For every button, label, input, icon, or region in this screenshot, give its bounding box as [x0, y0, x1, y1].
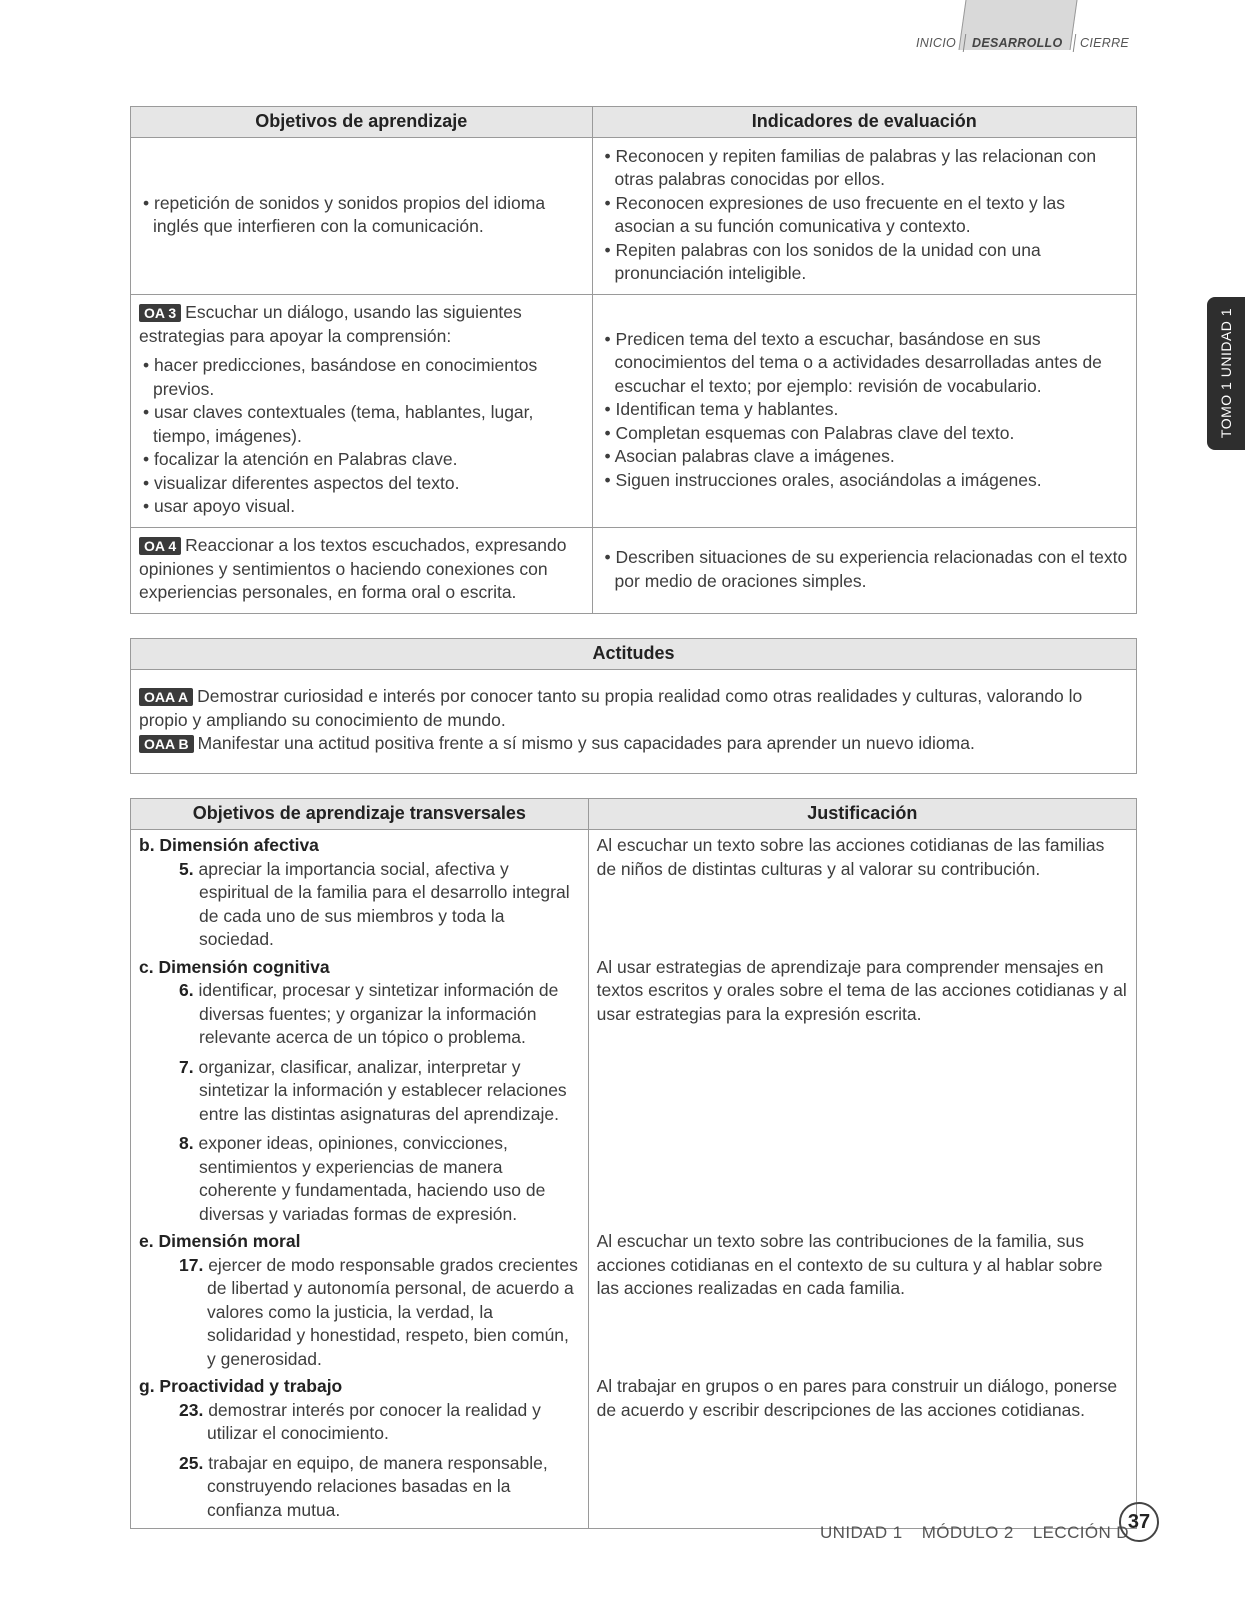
oa-text: Reaccionar a los textos escuchados, expresando opiniones y sentimientos o haciendo conexiones con experiencias personales, en forma oral o escrita. [139, 535, 567, 603]
indicator-bullet: • Siguen instrucciones orales, asociándolas a imágenes. [601, 469, 1128, 493]
dimension-item [159, 1399, 580, 1446]
header-indicadores: Indicadores de evaluación [592, 107, 1136, 138]
item-number: 23. [179, 1399, 204, 1420]
header-transversales: Objetivos de aprendizaje transversales [131, 799, 589, 830]
dimension-cell [131, 1228, 589, 1373]
side-tab-label: TOMO 1 UNIDAD 1 [1218, 307, 1234, 439]
dimension-heading: c. Dimensión cognitiva [139, 956, 330, 977]
indicator-cell [592, 528, 1136, 614]
item-text: trabajar en equipo, de manera responsable, construyendo relaciones basadas en la confianza mutua. [207, 1452, 548, 1520]
justification-text: Al trabajar en grupos o en pares para construir un diálogo, ponerse de acuerdo y escribir descripciones de las acciones cotidianas. [596, 1376, 1118, 1420]
strategy-bullet: • usar claves contextuales (tema, hablantes, lugar, tiempo, imágenes). [139, 401, 584, 448]
footer-leccion: LECCIÓN D [1032, 1523, 1129, 1542]
attitude-item [139, 686, 1082, 730]
dimension-heading: b. Dimensión afectiva [139, 835, 319, 855]
objective-cell [131, 295, 593, 528]
item-number: 25. [179, 1452, 204, 1473]
indicator-bullet: • Describen situaciones de su experiencia relacionadas con el texto por medio de oraciones simples. [601, 546, 1128, 593]
dimension-cell [131, 954, 589, 1229]
side-tab [1207, 297, 1245, 450]
attitude-text: Demostrar curiosidad e interés por conocer tanto su propia realidad como otras realidades y culturas, valorando lo propio y ampliando su conocimiento de mundo. [139, 686, 1083, 730]
dimension-cell [131, 1373, 589, 1529]
oa3-intro [139, 302, 522, 346]
item-number: 5. [179, 858, 194, 879]
strategy-bullet: • focalizar la atención en Palabras clave. [139, 448, 584, 472]
item-text: demostrar interés por conocer la realidad y utilizar el conocimiento. [207, 1399, 541, 1443]
attitude-text: Manifestar una actitud positiva frente a sí mismo y sus capacidades para aprender un nuevo idioma. [197, 733, 975, 754]
nav-inicio: INICIO [916, 36, 956, 50]
item-number: 8. [179, 1133, 194, 1153]
justification-cell [588, 1373, 1136, 1529]
objective-cell [131, 528, 593, 614]
dimension-item [159, 1056, 580, 1127]
indicator-bullet: • Predicen tema del texto a escuchar, basándose en sus conocimientos del tema o a actividades desarrolladas antes de escuchar el texto; por ejemplo: revisión de vocabulario. [601, 328, 1128, 399]
item-text: apreciar la importancia social, afectiva y espiritual de la familia para el desarrollo integral de cada uno de sus miembros y toda la sociedad. [198, 858, 570, 949]
nav-cierre: CIERRE [1080, 36, 1130, 50]
oa-badge: OA 4 [139, 537, 181, 555]
nav-desarrollo: DESARROLLO [972, 36, 1063, 50]
dimension-item [159, 1452, 580, 1523]
attitudes-table [130, 638, 1137, 774]
dimension-item [159, 979, 580, 1050]
page-number: 37 [1119, 1502, 1159, 1542]
header-objetivos: Objetivos de aprendizaje [131, 107, 593, 138]
attitude-item [139, 733, 975, 753]
oaa-badge: OAA B [139, 735, 194, 753]
justification-cell [588, 954, 1136, 1229]
justification-cell [588, 1228, 1136, 1373]
header-actitudes: Actitudes [131, 639, 1137, 670]
section-nav [910, 0, 1140, 60]
nav-separator [1073, 34, 1077, 52]
header-justificacion: Justificación [588, 799, 1136, 830]
dimension-heading: g. Proactividad y trabajo [139, 1376, 343, 1396]
footer-unidad: UNIDAD 1 [820, 1523, 903, 1542]
objectives-table [130, 106, 1137, 614]
justification-text: Al usar estrategias de aprendizaje para comprender mensajes en textos escritos y orales sobre el tema de las acciones cotidianas y al usar estrategias para la expresión escrita. [596, 956, 1127, 1024]
item-number: 17. [179, 1254, 204, 1275]
indicator-bullet: • Reconocen expresiones de uso frecuente en el texto y las asocian a su función comunicativa y contexto. [601, 192, 1128, 239]
objective-bullet: • repetición de sonidos y sonidos propios del idioma inglés que interfieren con la comunicación. [139, 192, 584, 239]
item-text: organizar, clasificar, analizar, interpretar y sintetizar la información y establecer relaciones entre las distintas asignaturas del aprendizaje. [198, 1056, 567, 1124]
dimension-item [159, 1254, 580, 1372]
strategy-bullet: • usar apoyo visual. [139, 495, 584, 519]
strategy-bullet: • hacer predicciones, basándose en conocimientos previos. [139, 354, 584, 401]
indicator-cell [592, 138, 1136, 295]
footer-modulo: MÓDULO 2 [921, 1523, 1014, 1542]
indicator-cell [592, 295, 1136, 528]
item-text: exponer ideas, opiniones, convicciones, sentimientos y experiencias de manera coherente y fundamentada, haciendo uso de diversas y variadas formas de expresión. [198, 1133, 546, 1224]
dimension-item [159, 858, 580, 952]
justification-text: Al escuchar un texto sobre las acciones cotidianas de las familias de niños de distintas culturas y al valorar su contribución. [596, 835, 1105, 879]
dimension-item [159, 1132, 580, 1226]
item-text: identificar, procesar y sintetizar información de diversas fuentes; y organizar la información relevante acerca de un tópico o problema. [198, 980, 559, 1047]
oa-text: Escuchar un diálogo, usando las siguientes estrategias para apoyar la comprensión: [139, 302, 522, 346]
indicator-bullet: • Identifican tema y hablantes. [601, 398, 1128, 422]
dimension-cell [131, 830, 589, 954]
transversal-table [130, 798, 1137, 1529]
indicator-bullet: • Repiten palabras con los sonidos de la unidad con una pronunciación inteligible. [601, 239, 1128, 286]
dimension-heading: e. Dimensión moral [139, 1231, 301, 1251]
oaa-badge: OAA A [139, 688, 193, 706]
objective-cell [131, 138, 593, 295]
indicator-bullet: • Completan esquemas con Palabras clave del texto. [601, 422, 1128, 446]
oa-badge: OA 3 [139, 304, 181, 322]
justification-text: Al escuchar un texto sobre las contribuciones de la familia, sus acciones cotidianas en el contexto de su cultura y al hablar sobre las acciones realizadas en cada familia. [596, 1231, 1103, 1298]
indicator-bullet: • Asocian palabras clave a imágenes. [601, 445, 1128, 469]
footer [820, 1523, 1143, 1543]
item-number: 7. [179, 1056, 194, 1077]
item-number: 6. [179, 980, 194, 1000]
indicator-bullet: • Reconocen y repiten familias de palabras y las relacionan con otras palabras conocidas por ellos. [601, 145, 1128, 192]
strategy-bullet: • visualizar diferentes aspectos del texto. [139, 472, 584, 496]
item-text: ejercer de modo responsable grados crecientes de libertad y autonomía personal, de acuerdo a valores como la justicia, la verdad, la solidaridad y honestidad, respeto, bien común, y generosidad. [207, 1254, 578, 1369]
attitudes-cell [131, 670, 1137, 774]
justification-cell [588, 830, 1136, 954]
